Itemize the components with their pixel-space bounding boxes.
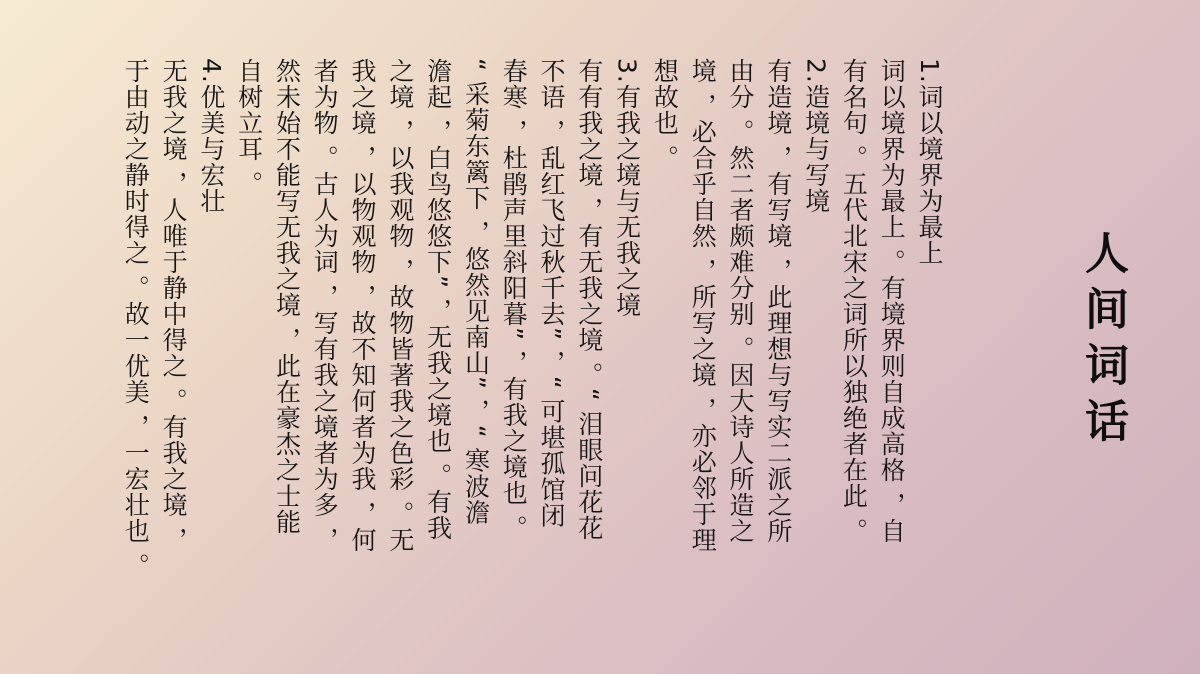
text-line: 有名句 。五代北宋之词所以独绝者在此 。 [839,58,869,544]
section-heading-2: 2.造境与写境 [801,58,831,214]
text-line: 有有我之境 ，有无我之境 。“ 泪眼问花花 [574,58,604,541]
page-title: 人间词话 [1077,230,1128,454]
text-line: 由分 。然二者颇难分别 。因大诗人所造之 [726,58,756,544]
text-line: 想故也 。 [650,58,680,171]
text-line: 然未始不能写无我之境 ，此在豪杰之士能 [272,58,302,535]
text-line: 春寒 ，杜鹃声里斜阳暮” ，有我之境也 。 [499,58,529,541]
body-text [116,58,948,648]
text-line: 者为物 。古人为词 ，写有我之境者为多 ， [310,58,340,553]
section-heading-4: 4.优美与宏壮 [196,58,226,214]
text-line: 境 ，必合乎自然 ，所写之境 ，亦必邻于理 [688,58,718,553]
text-line: 词以境界为最上 。有境界则自成高格 ，自 [877,58,907,544]
text-line: 澹起 ，白鸟悠悠下” ，无我之境也 。有我 [423,58,453,541]
text-line: 有造境 ，有写境 ，此理想与写实二派之所 [763,58,793,544]
section-heading-1: 1.词以境界为最上 [915,58,944,266]
section-heading-3: 3.有我之境与无我之境 [612,58,642,318]
text-line: 之境 ，以我观物 ，故物皆著我之色彩 。无 [385,58,415,553]
text-line: 不语 ，乱红飞过秋千去” ，“ 可堪孤馆闭 [537,58,567,529]
text-line: 自树立耳 。 [234,58,264,197]
text-line: 于由动之静时得之 。故一优美 ，一宏壮也 。 [121,58,151,579]
text-line: “ 采菊东篱下 ，悠然见南山” ，“ 寒波澹 [461,58,491,526]
text-line: 我之境 ，以物观物 ，故不知何者为我 ，何 [348,58,378,553]
text-line: 无我之境 ，人唯于静中得之 。有我之境 ， [159,58,189,553]
